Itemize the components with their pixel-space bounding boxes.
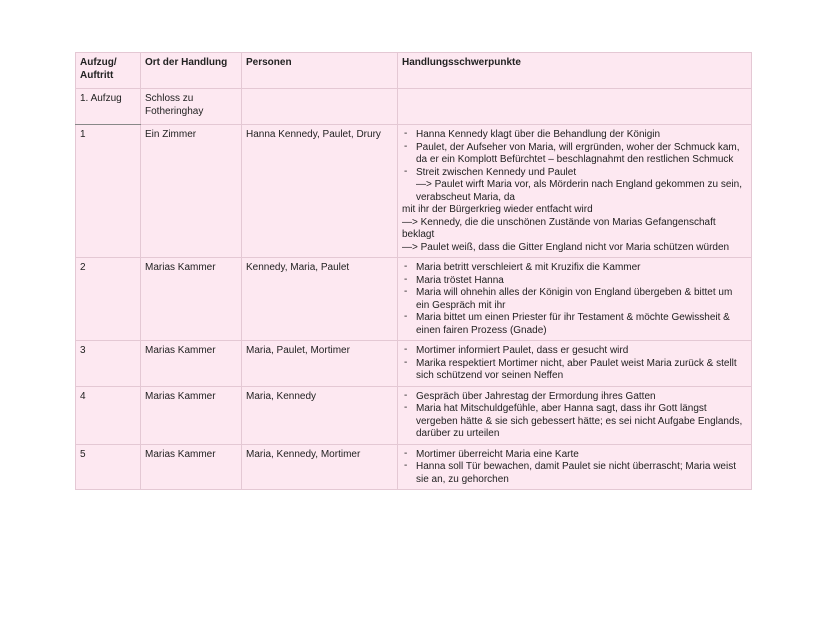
ort-cell: Marias Kammer: [141, 341, 242, 387]
schwerpunkte-cell: [398, 386, 752, 444]
ort-cell: Marias Kammer: [141, 386, 242, 444]
bullet-point: - Hanna soll Tür bewachen, damit Paulet sie nicht überrascht; Maria weist sie an, zu gehorchen: [402, 461, 747, 486]
schwerpunkte-cell: [398, 341, 752, 387]
header-aufzug: Aufzug/ Auftritt: [76, 53, 141, 89]
section-ort: Schloss zu Fotheringhay: [141, 89, 242, 125]
section-aufzug: 1. Aufzug: [76, 89, 141, 125]
bullet-point: - Hanna Kennedy klagt über die Behandlung der Königin: [402, 129, 747, 142]
personen-cell: Maria, Kennedy, Mortimer: [242, 444, 398, 490]
personen-cell: Hanna Kennedy, Paulet, Drury: [242, 125, 398, 258]
bullet-point: —> Kennedy, die die unschönen Zustände von Marias Gefangenschaft beklagt: [402, 216, 716, 240]
auftritt-number: 3: [76, 341, 141, 387]
bullet-list: [402, 129, 747, 254]
bullet-point: - Mortimer überreicht Maria eine Karte: [402, 449, 747, 462]
bullet-point: - Mortimer informiert Paulet, dass er gesucht wird: [402, 345, 747, 358]
bullet-list: [402, 449, 747, 487]
table-row: [76, 444, 752, 490]
auftritt-number: 5: [76, 444, 141, 490]
bullet-point: - Streit zwischen Kennedy und Paulet: [402, 167, 747, 180]
auftritt-number: 2: [76, 258, 141, 341]
ort-cell: Marias Kammer: [141, 258, 242, 341]
header-row: [76, 53, 752, 89]
schwerpunkte-cell: [398, 125, 752, 258]
bullet-point: - Gespräch über Jahrestag der Ermordung ihres Gatten: [402, 391, 747, 404]
header-schwerpunkte: Handlungsschwerpunkte: [398, 53, 752, 89]
scene-table: [75, 52, 752, 490]
bullet-list: [402, 345, 747, 383]
header-ort: Ort der Handlung: [141, 53, 242, 89]
bullet-point: - Maria will ohnehin alles der Königin von England übergeben & bittet um ein Gespräch mit ihr: [402, 287, 747, 312]
table-row: [76, 341, 752, 387]
auftritt-number: 1: [76, 125, 141, 258]
bullet-point: —> Paulet weiß, dass die Gitter England nicht vor Maria schützen würden: [402, 241, 730, 253]
schwerpunkte-cell: [398, 444, 752, 490]
personen-cell: Kennedy, Maria, Paulet: [242, 258, 398, 341]
bullet-point: - Maria tröstet Hanna: [402, 275, 747, 288]
header-personen: Personen: [242, 53, 398, 89]
ort-cell: Marias Kammer: [141, 444, 242, 490]
bullet-point: —> Paulet wirft Maria vor, als Mörderin nach England gekommen zu sein, verabscheut Maria, da: [416, 179, 742, 203]
schwerpunkte-cell: [398, 258, 752, 341]
bullet-point: - Marika respektiert Mortimer nicht, aber Paulet weist Maria zurück & stellt sich schützend vor seinen Neffen: [402, 358, 747, 383]
bullet-point: - Maria hat Mitschuldgefühle, aber Hanna sagt, dass ihr Gott längst vergeben hätte & sie sich gebessert hätte; es sei nicht Aufgabe Englands, darüber zu urteilen: [402, 403, 747, 441]
bullet-point: - Paulet, der Aufseher von Maria, will ergründen, woher der Schmuck kam, da er ein Komplott Befürchtet – beschlagnahmt den restlichen Schmuck: [402, 142, 747, 167]
section-schwerpunkte-empty: [398, 89, 752, 125]
bullet-point: - Maria bittet um einen Priester für ihr Testament & möchte Gewissheit & einen fairen Prozess (Gnade): [402, 312, 747, 337]
section-personen-empty: [242, 89, 398, 125]
table-row: [76, 258, 752, 341]
bullet-list: [402, 391, 747, 441]
table-row: [76, 125, 752, 258]
table-body: [76, 125, 752, 490]
bullet-list: [402, 262, 747, 337]
personen-cell: Maria, Paulet, Mortimer: [242, 341, 398, 387]
auftritt-number: 4: [76, 386, 141, 444]
bullet-point: - Maria betritt verschleiert & mit Kruzifix die Kammer: [402, 262, 747, 275]
ort-cell: Ein Zimmer: [141, 125, 242, 258]
table-row: [76, 386, 752, 444]
personen-cell: Maria, Kennedy: [242, 386, 398, 444]
bullet-point: mit ihr der Bürgerkrieg wieder entfacht wird: [402, 204, 593, 215]
section-row: [76, 89, 752, 125]
